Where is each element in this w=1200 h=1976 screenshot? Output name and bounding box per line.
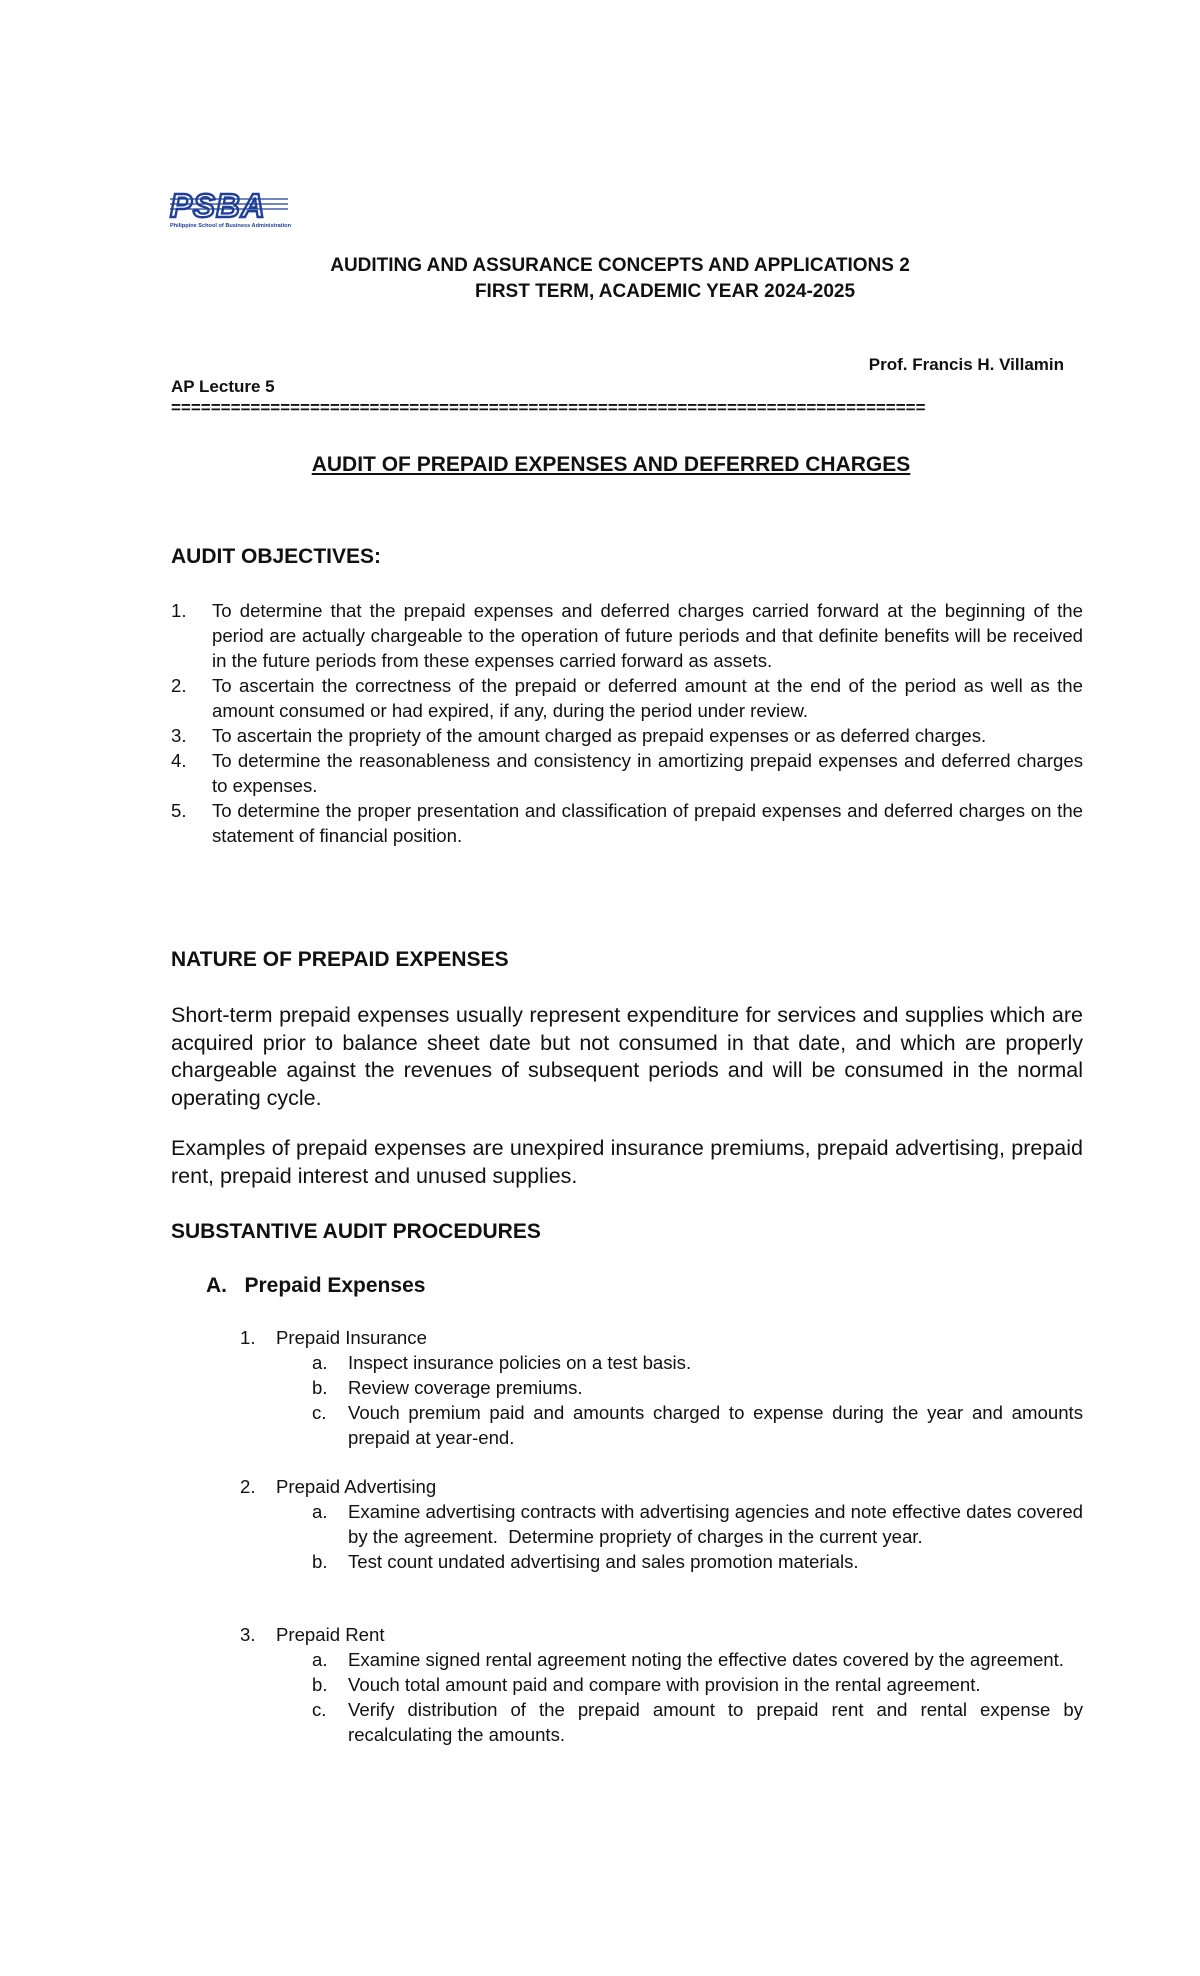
step-text: Examine signed rental agreement noting the effective dates covered by the agreement. <box>348 1649 1064 1670</box>
procedure-title <box>240 1622 1083 1647</box>
list-item <box>312 1549 1083 1574</box>
list-item <box>312 1647 1083 1672</box>
list-text: To determine that the prepaid expenses and deferred charges carried forward at the beginning of the period are actually chargeable to the operation of future periods and that definite benefits will be received in the future periods from these expenses carried forward as assets. <box>212 600 1083 671</box>
procedure-title <box>240 1474 1083 1499</box>
objectives-heading: AUDIT OBJECTIVES: <box>171 545 382 568</box>
professor-name: Prof. Francis H. Villamin <box>868 355 1064 374</box>
procedure-title-text: Prepaid Advertising <box>276 1476 437 1497</box>
list-item <box>171 723 1083 748</box>
step-text: Vouch total amount paid and compare with provision in the rental agreement. <box>348 1674 981 1695</box>
procedure-steps <box>240 1647 1083 1747</box>
step-text: Review coverage premiums. <box>348 1377 583 1398</box>
procedure-steps <box>240 1350 1083 1450</box>
procedures-heading: SUBSTANTIVE AUDIT PROCEDURES <box>171 1220 541 1243</box>
step-letter: c. <box>312 1402 327 1423</box>
step-letter: b. <box>312 1377 328 1398</box>
list-text: To ascertain the correctness of the prepaid or deferred amount at the end of the period as well as the amount consumed or had expired, if any, during the period under review. <box>212 675 1083 721</box>
step-letter: a. <box>312 1501 328 1522</box>
list-number: 5. <box>171 800 187 821</box>
list-text: To ascertain the propriety of the amount charged as prepaid expenses or as deferred charges. <box>212 725 987 746</box>
step-text: Verify distribution of the prepaid amount to prepaid rent and rental expense by recalculating the amounts. <box>348 1699 1083 1745</box>
list-item <box>312 1499 1089 1549</box>
procedure-number: 3. <box>240 1624 256 1645</box>
list-item <box>171 798 1083 848</box>
divider-rule: ============================================================================ <box>171 398 926 417</box>
step-letter: a. <box>312 1649 328 1670</box>
procedure-group-advertising <box>240 1474 1089 1574</box>
step-letter: b. <box>312 1674 328 1695</box>
procedure-number: 2. <box>240 1476 256 1497</box>
svg-text:Philippine School of Business: Philippine School of Business Administration <box>170 223 292 229</box>
list-item <box>312 1672 1083 1697</box>
procedure-group-insurance <box>240 1325 1083 1450</box>
list-text: To determine the reasonableness and consistency in amortizing prepaid expenses and deferred charges to expenses. <box>212 750 1083 796</box>
step-text: Test count undated advertising and sales promotion materials. <box>348 1551 859 1572</box>
list-item <box>312 1400 1083 1450</box>
step-text: Examine advertising contracts with advertising agencies and note effective dates covered by the agreement. Determine propriety of charges in the current year. <box>348 1501 1089 1547</box>
procedure-steps <box>240 1499 1089 1574</box>
procedure-title-text: Prepaid Rent <box>276 1624 385 1645</box>
list-item <box>312 1375 1083 1400</box>
list-item <box>171 598 1083 673</box>
nature-paragraph-2: Examples of prepaid expenses are unexpired insurance premiums, prepaid advertising, prepaid rent, prepaid interest and unused supplies. <box>171 1136 1083 1188</box>
svg-text:PSBA: PSBA <box>170 190 266 224</box>
page-title: AUDIT OF PREPAID EXPENSES AND DEFERRED CHARGES <box>311 453 911 476</box>
procedure-number: 1. <box>240 1327 256 1348</box>
list-item <box>171 673 1083 723</box>
psba-logo <box>168 190 334 230</box>
list-number: 2. <box>171 675 187 696</box>
step-text: Inspect insurance policies on a test basis. <box>348 1352 692 1373</box>
objectives-list <box>171 598 1083 848</box>
list-text: To determine the proper presentation and classification of prepaid expenses and deferred charges on the statement of financial position. <box>212 800 1083 846</box>
course-title: AUDITING AND ASSURANCE CONCEPTS AND APPLICATIONS 2 <box>330 255 910 276</box>
step-letter: c. <box>312 1699 327 1720</box>
step-text: Vouch premium paid and amounts charged to expense during the year and amounts prepaid at year-end. <box>348 1402 1083 1448</box>
list-number: 1. <box>171 600 187 621</box>
list-item <box>312 1697 1083 1747</box>
procedure-group-rent <box>240 1622 1083 1747</box>
list-item <box>312 1350 1083 1375</box>
step-letter: a. <box>312 1352 328 1373</box>
procedure-title-text: Prepaid Insurance <box>276 1327 427 1348</box>
list-number: 4. <box>171 750 187 771</box>
lecture-label: AP Lecture 5 <box>171 377 275 396</box>
procedure-title <box>240 1325 1083 1350</box>
prepaid-expenses-subheading: A. Prepaid Expenses <box>206 1274 426 1297</box>
term-title: FIRST TERM, ACADEMIC YEAR 2024-2025 <box>474 281 856 302</box>
nature-heading: NATURE OF PREPAID EXPENSES <box>171 948 509 971</box>
step-letter: b. <box>312 1551 328 1572</box>
list-item <box>171 748 1083 798</box>
list-number: 3. <box>171 725 187 746</box>
nature-paragraph-1: Short-term prepaid expenses usually represent expenditure for services and supplies which are acquired prior to balance sheet date but not consumed in that date, and which are properly chargeable against the revenues of subsequent periods and will be consumed in the normal operating cycle. <box>171 1003 1083 1110</box>
